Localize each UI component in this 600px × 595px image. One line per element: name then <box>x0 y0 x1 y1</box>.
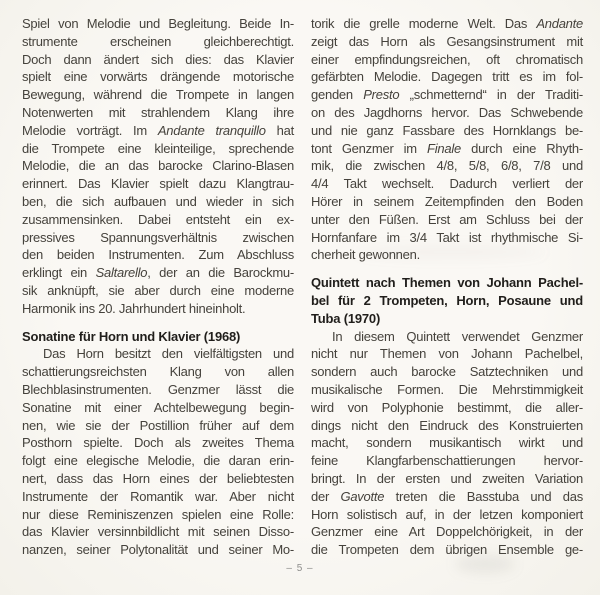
paragraph <box>22 15 294 318</box>
text-line: Notenwerten mit strahlendem Klang ihre <box>22 104 294 120</box>
text-line: 4/4 Takt wechselt. Dadurch verliert der <box>311 176 583 192</box>
text-line: nur diese Reminiszenzen spielen eine Rolle: <box>22 506 294 522</box>
text-line: und nie ganz Fassbare des Hornklangs be- <box>311 122 583 138</box>
text-line: erinnert. Das Klavier spielt dazu Klangtrau- <box>22 176 294 192</box>
text-line: schattierungsreichsten Klang von allen <box>22 364 294 380</box>
text-line: wird von Polyphonie bestimmt, die aller- <box>311 399 583 415</box>
text-line: macht, sondern musikantisch wirkt und <box>311 435 583 451</box>
text-line: ben, die sich aufbauen und wieder in sich <box>22 193 294 209</box>
text-line: on des Jagdhorns hervor. Das Schwebende <box>311 104 583 120</box>
text-line: mik, die zwischen 4/8, 5/8, 6/8, 7/8 und <box>311 158 583 174</box>
section-heading <box>22 328 294 346</box>
text-line: Hörer in seinem Zeitempfinden den Boden <box>311 193 583 209</box>
text-line: der Gavotte treten die Basstuba und das <box>311 488 583 504</box>
text-line: zeigt das Horn als Gesangsinstrument mit <box>311 33 583 49</box>
text-line: Harmonik ins 20. Jahrhundert hineinholt. <box>22 300 246 316</box>
text-line: Genzmer eine Art Doppelchörigkeit, in der <box>311 524 583 540</box>
text-line: genden Presto „schmetternd“ in der Traditi- <box>311 87 583 103</box>
text-line: pressives Spannungsverhältnis zwischen <box>22 229 294 245</box>
text-line: Hornfanfare im 3/4 Takt ist rhythmische Si- <box>311 229 583 245</box>
text-line: Spiel von Melodie und Begleitung. Beide In- <box>22 16 294 31</box>
text-line: folgt eine elegische Melodie, die daran erin- <box>22 453 294 469</box>
text-line: zusammensinken. Dabei entsteht ein ex- <box>22 211 294 227</box>
text-line: cherheit gewonnen. <box>311 247 420 263</box>
text-line: torik die grelle moderne Welt. Das Andante <box>311 16 583 31</box>
paragraph <box>22 345 294 559</box>
text-line: Blechblasinstrumenten. Genzmer lässt die <box>22 381 294 397</box>
right-column <box>311 15 583 595</box>
text-line: Sonatine für Horn und Klavier (1968) <box>22 328 241 344</box>
text-line: Melodie vorträgt. Im Andante tranquillo hat <box>22 122 294 138</box>
section-heading <box>311 274 583 327</box>
text-line: Quintett nach Themen von Johann Pachel- <box>311 275 583 291</box>
text-line: den beiden Instrumenten. Zum Abschluss <box>22 247 294 263</box>
text-line: tont Genzmer im Finale durch eine Rhyth- <box>311 140 583 156</box>
page-number: – 5 – <box>286 563 314 574</box>
text-line: nert, dass das Horn eines der beliebtesten <box>22 470 294 486</box>
text-line: nicht nur Themen von Johann Pachelbel, <box>311 346 583 362</box>
left-column <box>22 15 294 595</box>
text-line: Sonatine mit einer Achtelbewegung begin- <box>22 399 294 415</box>
text-line: nanzen, seiner Polytonalität und seiner Mo- <box>22 542 294 558</box>
text-line: unter den Füßen. Erst am Schluss bei der <box>311 211 583 227</box>
text-line: Bewegung, während die Trompete in langen <box>22 87 294 103</box>
text-line: sondern auch barocke Satztechniken und <box>311 364 583 380</box>
text-line: Horn solistisch auf, in der letzen komponiert <box>311 506 583 522</box>
text-line: musikalische Formen. Die Mehrstimmigkeit <box>311 381 583 397</box>
text-line: spielt eine vorwärts drängende motorische <box>22 69 294 85</box>
text-line: die Trompeten dem übrigen Ensemble ge- <box>311 542 583 558</box>
text-line: sik anknüpft, sie aber durch eine moderne <box>22 282 294 298</box>
text-line: bringt. In der ersten und zweiten Variation <box>311 470 583 486</box>
text-line: das Klavier versinnbildlicht mit seinen Disso- <box>22 524 294 540</box>
paragraph <box>311 328 583 559</box>
text-line: einer empfindungsreichen, oft chromatisch <box>311 51 583 67</box>
text-line: nen, wie sie der Postillion früher auf dem <box>22 417 294 433</box>
text-line: dings nicht den Eindruck des Konstruierten <box>311 417 583 433</box>
text-line: strumente erscheinen gleichberechtigt. <box>22 33 294 49</box>
text-line: Tuba (1970) <box>311 310 381 326</box>
text-line: Instrumente der Romantik war. Aber nicht <box>22 488 294 504</box>
text-line: gefärbten Melodie. Dagegen tritt es im fol- <box>311 69 583 85</box>
text-line: Das Horn besitzt den vielfältigsten und <box>43 346 294 362</box>
text-line: bel für 2 Trompeten, Horn, Posaune und <box>311 292 583 308</box>
text-line: Doch dann ändert sich dies: das Klavier <box>22 51 294 67</box>
paragraph <box>311 15 583 264</box>
text-line: die Trompete eine kleinteilige, sprechende <box>22 140 294 156</box>
text-line: feine Klangfarbenschattierungen hervor- <box>311 453 583 469</box>
text-line: erklingt ein Saltarello, der an die Barockmu- <box>22 265 294 281</box>
text-line: Posthorn spielte. Doch als zweites Thema <box>22 435 294 451</box>
text-line: In diesem Quintett verwendet Genzmer <box>332 328 583 344</box>
text-line: Melodie, die an das barocke Clarino-Blasen <box>22 158 294 174</box>
